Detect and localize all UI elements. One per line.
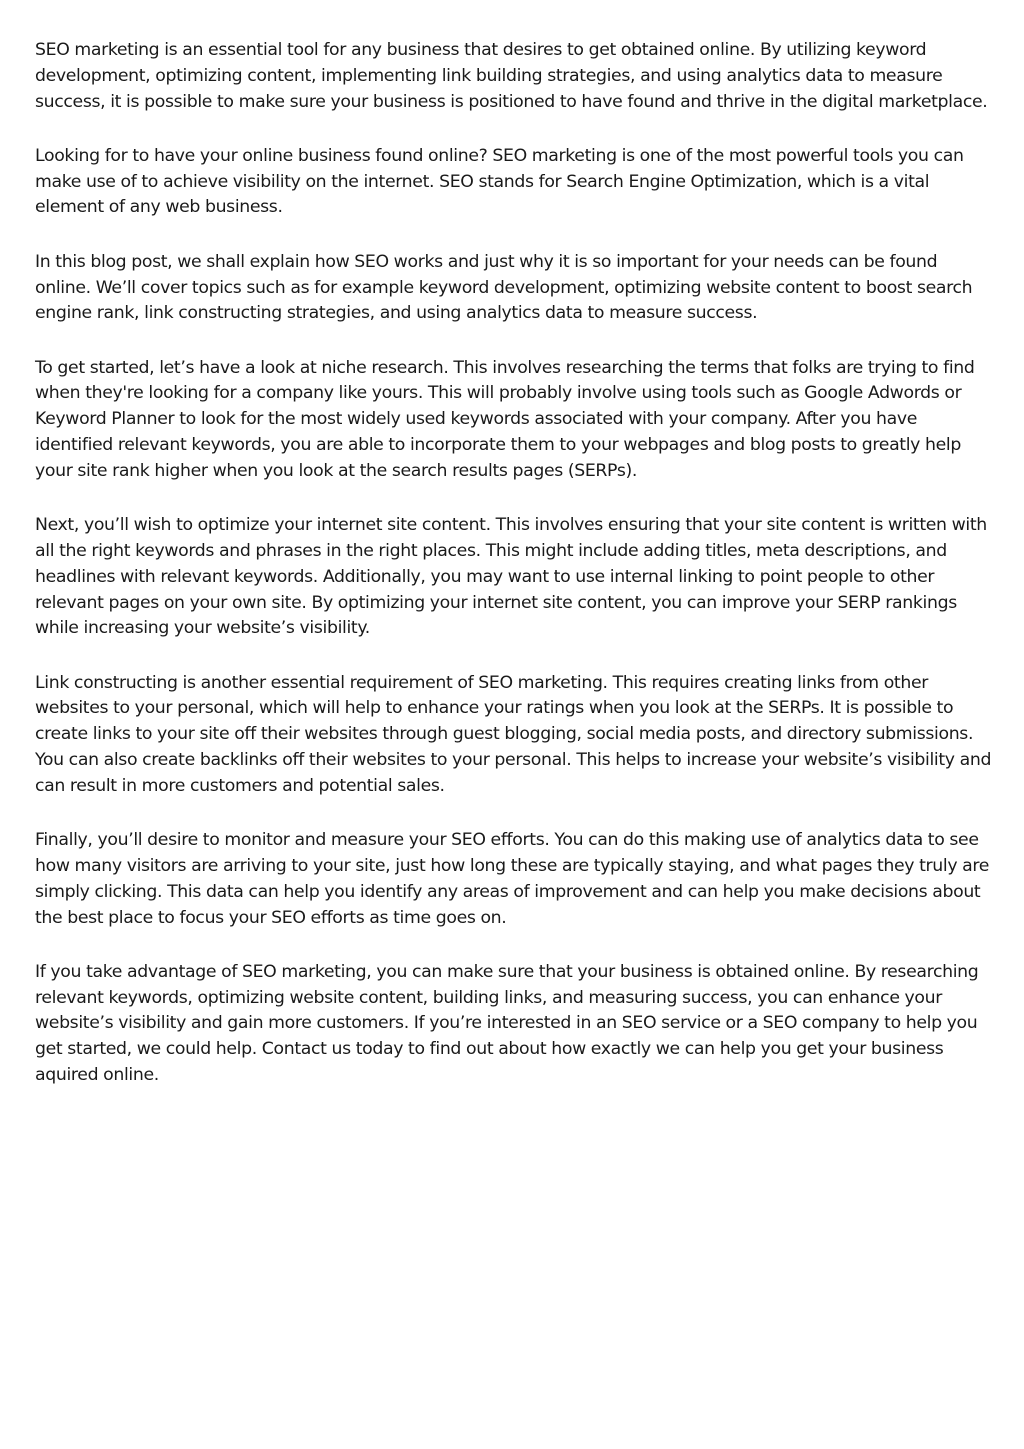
paragraph-7: Finally, you’ll desire to monitor and measure your SEO efforts. You can do this making use of analytics data to see how many visitors are arriving to your site, just how long these are typically staying, and what pages they truly are simply clicking. This data can help you identify any areas of improvement and can help you make decisions about the best place to focus your SEO efforts as time goes on. xyxy=(35,830,990,928)
paragraph-5: Next, you’ll wish to optimize your internet site content. This involves ensuring that your site content is written with all the right keywords and phrases in the right places. This might include adding titles, meta descriptions, and headlines with relevant keywords. Additionally, you may want to use internal linking to point people to other relevant pages on your own site. By optimizing your internet site content, you can improve your SERP rankings while increasing your website’s visibility. xyxy=(35,515,987,639)
paragraph-8: If you take advantage of SEO marketing, you can make sure that your business is obtained online. By researching relevant keywords, optimizing website content, building links, and measuring success, you can enhance your website’s visibility and gain more customers. If you’re interested in an SEO service or a SEO company to help you get started, we could help. Contact us today to find out about how exactly we can help you get your business aquired online. xyxy=(35,961,979,1085)
paragraph-3: In this blog post, we shall explain how SEO works and just why it is so important for your needs can be found online. We’ll cover topics such as for example keyword development, optimizing website content to boost search engine rank, link constructing strategies, and using analytics data to measure success. xyxy=(35,251,973,324)
paragraph-1: SEO marketing is an essential tool for any business that desires to get obtained online. By utilizing keyword development, optimizing content, implementing link building strategies, and using analytics data to measure success, it is possible to make sure your business is positioned to have found and thrive in the digital marketplace. xyxy=(35,40,988,112)
article-body xyxy=(35,38,993,1117)
paragraph-2: Looking for to have your online business found online? SEO marketing is one of the most powerful tools you can make use of to achieve visibility on the internet. SEO stands for Search Engine Optimization, which is a vital element of any web business. xyxy=(35,145,964,218)
paragraph-6: Link constructing is another essential requirement of SEO marketing. This requires creating links from other websites to your personal, which will help to enhance your ratings when you look at the SERPs. It is possible to create links to your site off their websites through guest blogging, social media posts, and directory submissions. You can also create backlinks off their websites to your personal. This helps to increase your website’s visibility and can result in more customers and potential sales. xyxy=(35,672,992,796)
paragraph-4: To get started, let’s have a look at niche research. This involves researching the terms that folks are trying to find when they're looking for a company like yours. This will probably involve using tools such as Google Adwords or Keyword Planner to look for the most widely used keywords associated with your company. After you have identified relevant keywords, you are able to incorporate them to your webpages and blog posts to greatly help your site rank higher when you look at the search results pages (SERPs). xyxy=(35,357,975,481)
